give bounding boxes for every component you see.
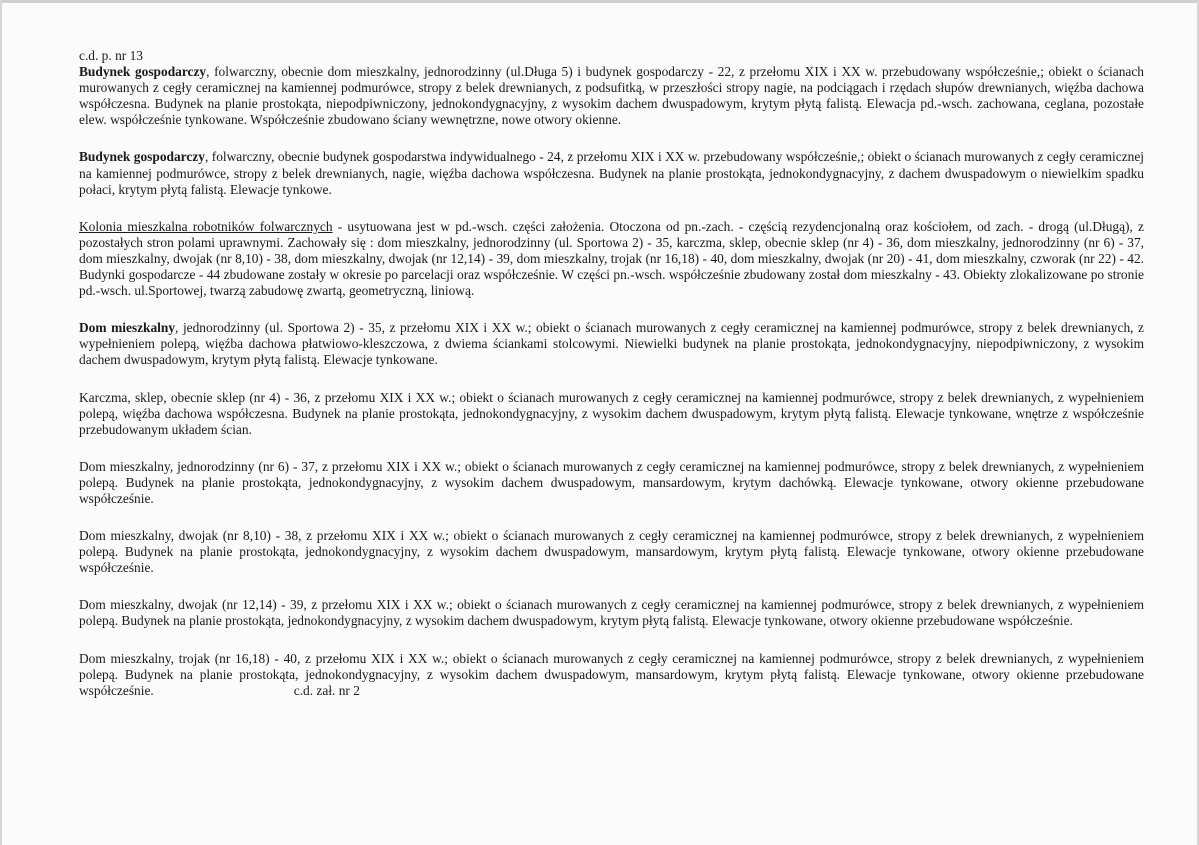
paragraph-body: , folwarczny, obecnie dom mieszkalny, jednorodzinny (ul.Długa 5) i budynek gospodarczy - 22, z przełomu XIX i XX w. przebudowany współcześnie,; obiekt o ścianach murowanych z cegły ceramicznej na kamiennej podmurówce, stropy z belek drewnianych, z podsufitką, w przeszłości stropy nagie, na podciągach i rzędach słupów drewnianych, więźba dachowa współczesna. Budynek na planie prostokąta, niepodpiwniczony, jednokondygnacyjny, z wysokim dachem dwuspadowym, krytym płytą falistą. Elewacja pd.-wsch. zachowana, ceglana, pozostałe elew. współcześnie tynkowane. Współcześnie zbudowano ściany wewnętrzne, nowe otwory okienne. [79, 64, 1144, 128]
paragraph-house-38: Dom mieszkalny, dwojak (nr 8,10) - 38, z przełomu XIX i XX w.; obiekt o ścianach murowanych z cegły ceramicznej na kamiennej podmurówce, stropy z belek drewnianych, z wypełnieniem polepą. Budynek na planie prostokąta, jednokondygnacyjny, z wysokim dachem dwuspadowym, mansardowym, krytym płytą falistą. Elewacje tynkowane, otwory okienne przebudowane współcześnie. [79, 528, 1144, 576]
paragraph-inn-shop-36: Karczma, sklep, obecnie sklep (nr 4) - 36, z przełomu XIX i XX w.; obiekt o ścianach murowanych z cegły ceramicznej na kamiennej podmurówce, stropy z belek drewnianych, z wypełnieniem polepą, więźba dachowa współczesna. Budynek na planie prostokąta, jednokondygnacyjny, z wysokim dachem dwuspadowym, krytym płytą falistą. Elewacje tynkowane, wnętrze z współcześnie przebudowanym układem ścian. [79, 389, 1144, 437]
paragraph-house-37: Dom mieszkalny, jednorodzinny (nr 6) - 37, z przełomu XIX i XX w.; obiekt o ścianach murowanych z cegły ceramicznej na kamiennej podmurówce, stropy z belek drewnianych, z wypełnieniem polepą. Budynek na planie prostokąta, jednokondygnacyjny, z wysokim dachem dwuspadowym, mansardowym, krytym dachówką. Elewacje tynkowane, otwory okienne przebudowane współcześnie. [79, 458, 1144, 506]
continuation-reference: c.d. zał. nr 2 [293, 682, 360, 698]
paragraph-house-39: Dom mieszkalny, dwojak (nr 12,14) - 39, z przełomu XIX i XX w.; obiekt o ścianach murowanych z cegły ceramicznej na kamiennej podmurówce, stropy z belek drewnianych, z wypełnieniem polepą. Budynek na planie prostokąta, jednokondygnacyjny, z wysokim dachem dwuspadowym, krytym płytą falistą. Elewacje tynkowane, otwory okienne przebudowane współcześnie. [79, 597, 1144, 629]
paragraph-farm-building-22 [79, 64, 1144, 128]
paragraph-farm-building-24 [79, 149, 1144, 197]
paragraph-body: Dom mieszkalny, trojak (nr 16,18) - 40, z przełomu XIX i XX w.; obiekt o ścianach murowanych z cegły ceramicznej na kamiennej podmurówce, stropy z belek drewnianych, z wypełnieniem polepą. Budynek na planie prostokąta, jednokondygnacyjny, z wysokim dachem dwuspadowym, mansardowym, krytym płytą falistą. Elewacje tynkowane, otwory okienne przebudowane współcześnie. [79, 650, 1144, 698]
paragraph-workers-colony [79, 219, 1144, 299]
page-continuation-header: c.d. p. nr 13 [79, 48, 143, 63]
paragraph-heading: Budynek gospodarczy [79, 149, 205, 165]
paragraph-heading: Kolonia mieszkalna robotników folwarcznych [79, 218, 333, 234]
paragraph-body: , jednorodzinny (ul. Sportowa 2) - 35, z przełomu XIX i XX w.; obiekt o ścianach murowanych z cegły ceramicznej na kamiennej podmurówce, stropy z belek drewnianych, z wypełnieniem polepą, więźba dachowa płatwiowo-kleszczowa, z dwiema ściankami stolcowymi. Niewielki budynek na planie prostokąta, jednokondygnacyjny, niepodpiwniczony, z wysokim dachem dwuspadowym, krytym płytą falistą. Elewacje tynkowane. [79, 320, 1144, 368]
scan-edge-top [0, 0, 1199, 3]
paragraph-body: , folwarczny, obecnie budynek gospodarstwa indywidualnego - 24, z przełomu XIX i XX w. przebudowany współcześnie,; obiekt o ścianach murowanych z cegły ceramicznej na kamiennej podmurówce, stropy z belek drewnianych, nagie, więźba dachowa współczesna. Budynek na planie prostokąta, jednokondygnacyjny, z dachem dwuspadowym o niewielkim spadku połaci, krytym płytą falistą. Elewacje tynkowe. [79, 149, 1144, 197]
paragraph-heading: Dom mieszkalny [79, 320, 176, 336]
paragraph-house-35 [79, 320, 1144, 368]
paragraph-heading: Budynek gospodarczy [79, 64, 207, 80]
scan-edge-left [0, 0, 2, 845]
paragraph-body: - usytuowana jest w pd.-wsch. części założenia. Otoczona od pn.-zach. - częścią rezydencjonalną oraz kościołem, od zach. - drogą (ul.Długą), z pozostałych stron polami uprawnymi. Zachowały się : dom mieszkalny, jednorodzinny (ul. Sportowa 2) - 35, karczma, sklep, obecnie sklep (nr 4) - 36, dom mieszkalny, jednorodzinny (nr 6) - 37, dom mieszkalny, dwojak (nr 8,10) - 38, dom mieszkalny, dwojak (nr 12,14) - 39, dom mieszkalny, trojak (nr 16,18) - 40, dom mieszkalny, dwojak (nr 20) - 41, dom mieszkalny, czworak (nr 22) - 42. Budynki gospodarcze - 44 zbudowane zostały w okresie po parcelacji oraz współcześnie. W części pn.-wsch. współcześnie zbudowany został dom mieszkalny - 43. Obiekty zlokalizowane po stronie pd.-wsch. ul.Sportowej, twarzą zabudowę zwartą, geometryczną, liniową. [79, 218, 1144, 299]
paragraph-house-40 [79, 651, 1144, 699]
